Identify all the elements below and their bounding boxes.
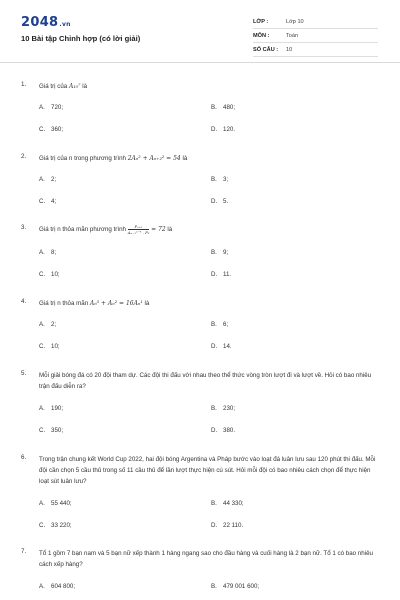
question-number: 3.	[21, 224, 27, 231]
math-expression: = 72	[151, 226, 166, 234]
option-c[interactable]: C. 350;	[39, 427, 64, 434]
option-d[interactable]: D. 11.	[211, 271, 232, 278]
meta-row-subject	[253, 30, 378, 43]
option-c[interactable]: C. 10;	[39, 343, 60, 350]
meta-row-class	[253, 16, 378, 29]
math-expression: A₁₀⁷	[68, 83, 81, 90]
option-b[interactable]: B. 3;	[211, 176, 229, 183]
option-a[interactable]: A. 8;	[39, 249, 57, 256]
option-c[interactable]: C. 10;	[39, 271, 60, 278]
option-b[interactable]: B. 44 330;	[211, 500, 244, 507]
logo-suffix: .vn	[59, 21, 71, 28]
question-number: 2.	[21, 153, 27, 160]
meta-label: MÔN :	[253, 33, 270, 39]
math-fraction: $\frac{\text{Pₙ₊₁}}{\text{Aₙ₋₁ⁿ⁻⁴ . P₃}}$	[127, 224, 150, 235]
meta-label: SỐ CÂU :	[253, 47, 279, 53]
option-d[interactable]: D. 120.	[211, 126, 236, 133]
question-text: Mỗi giải bóng đá có 20 đội tham dự. Các đội thi đấu với nhau theo thể thức vòng tròn lượt đi và lượt về. Hỏi có bao nhiêu trận đấu diễn ra?	[39, 372, 372, 390]
option-a[interactable]: A. 604 800;	[39, 583, 76, 590]
meta-label: LỚP :	[253, 19, 269, 25]
option-a[interactable]: A. 190;	[39, 405, 64, 412]
question-text: Giá trị n thỏa mãn Aₙ³ + Aₙ² = 16Aₙ¹ là	[39, 300, 150, 307]
option-d[interactable]: D. 14.	[211, 343, 232, 350]
document-title: 10 Bài tập Chỉnh hợp (có lời giải)	[21, 34, 141, 43]
question-number: 5.	[21, 370, 27, 377]
question-number: 4.	[21, 298, 27, 305]
question-number: 7.	[21, 548, 27, 555]
site-logo[interactable]	[21, 15, 71, 30]
question-number: 1.	[21, 81, 27, 88]
option-b[interactable]: B. 6;	[211, 321, 229, 328]
option-a[interactable]: A. 720;	[39, 104, 64, 111]
question-number: 6.	[21, 454, 27, 461]
question-text: Tổ 1 gồm 7 bạn nam và 5 bạn nữ xếp thành 1 hàng ngang sao cho đầu hàng và cuối hàng là 2 bạn nữ. Tổ 1 có bao nhiêu cách xếp hàng?	[39, 550, 373, 568]
question-text: Giá trị của n trong phương trình 2Aₙ² + Aₙ₊₂² = 54 là	[39, 155, 188, 162]
question-text: Giá trị n thỏa mãn phương trình $\frac{\text{Pₙ₊₁}}{\text{Aₙ₋₁ⁿ⁻⁴ . P₃}}$ = 72 là	[39, 224, 173, 235]
option-d[interactable]: D. 5.	[211, 198, 229, 205]
option-c[interactable]: C. 360;	[39, 126, 64, 133]
option-a[interactable]: A. 2;	[39, 321, 57, 328]
option-d[interactable]: D. 22 110.	[211, 522, 244, 529]
meta-value: 10	[286, 47, 293, 53]
meta-value: Lớp 10	[286, 19, 304, 25]
math-expression: Aₙ³ + Aₙ² = 16Aₙ¹	[89, 300, 143, 307]
option-b[interactable]: B. 230;	[211, 405, 236, 412]
question-text: Giá trị của A₁₀⁷ là	[39, 83, 88, 90]
document-header	[0, 0, 400, 63]
option-b[interactable]: B. 479 001 600;	[211, 583, 260, 590]
option-a[interactable]: A. 55 440;	[39, 500, 72, 507]
option-b[interactable]: B. 9;	[211, 249, 229, 256]
option-c[interactable]: C. 33 220;	[39, 522, 72, 529]
question-text: Trong trận chung kết World Cup 2022, hai đội bóng Argentina và Pháp bước vào loạt đá luân lưu sau 120 phút thi đấu. Mỗi đội cần chọn 5 cầu thủ trong số 11 cầu thủ để lần lượt thực hiện cú sút. Hỏi mỗi đội có bao nhiêu cách chọn để thực hiện loạt sút luân lưu?	[39, 456, 376, 485]
option-a[interactable]: A. 2;	[39, 176, 57, 183]
logo-text: 2048	[21, 15, 59, 30]
math-expression: 2Aₙ² + Aₙ₊₂² = 54	[127, 155, 181, 162]
option-b[interactable]: B. 480;	[211, 104, 236, 111]
meta-row-count	[253, 44, 378, 57]
meta-value: Toán	[286, 33, 299, 39]
option-d[interactable]: D. 380.	[211, 427, 236, 434]
option-c[interactable]: C. 4;	[39, 198, 57, 205]
